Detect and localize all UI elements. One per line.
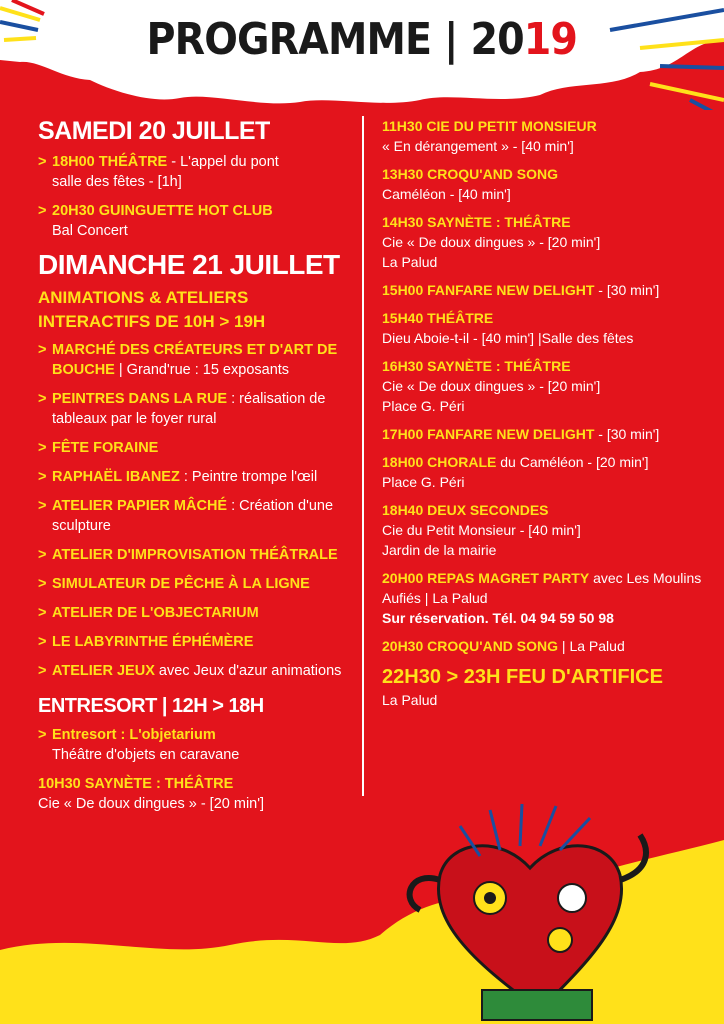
section-heading-animations: ANIMATIONS & ATELIERS INTERACTIFS DE 10H > 19H — [38, 288, 266, 331]
schedule-entry: 14H30 SAYNÈTE : THÉÂTRE Cie « De doux dingues » - [20 min'] La Palud — [382, 214, 601, 270]
arrow-icon: > — [38, 634, 47, 650]
schedule-entry: 15H00 FANFARE NEW DELIGHT - [30 min'] — [382, 282, 660, 298]
list-item: > SIMULATEUR DE PÊCHE À LA LIGNE — [38, 576, 310, 592]
arrow-icon: > — [38, 576, 47, 592]
arrow-icon: > — [38, 547, 47, 563]
saynete-entry: 10H30 SAYNÈTE : THÉÂTRE Cie « De doux dingues » - [20 min'] — [38, 776, 265, 812]
arrow-icon: > — [38, 469, 47, 485]
list-item: > FÊTE FORAINE — [38, 440, 159, 456]
arrow-icon: > — [38, 663, 47, 679]
heart-character-icon — [410, 804, 646, 1020]
left-column — [38, 116, 353, 823]
arrow-icon: > — [38, 440, 47, 456]
arrow-icon: > — [38, 154, 47, 170]
list-item: > ATELIER D'IMPROVISATION THÉÂTRALE — [38, 547, 338, 563]
arrow-icon: > — [38, 203, 47, 219]
schedule-entry: 18H40 DEUX SECONDES Cie du Petit Monsieur - [40 min'] Jardin de la mairie — [382, 502, 581, 558]
schedule-entry: 17H00 FANFARE NEW DELIGHT - [30 min'] — [382, 426, 660, 442]
day-heading-samedi: SAMEDI 20 JUILLET — [38, 117, 270, 145]
schedule-entry: 13H30 CROQU'AND SONG Caméléon - [40 min'] — [382, 166, 559, 202]
section-heading-entresort: ENTRESORT | 12H > 18H — [38, 695, 264, 717]
arrow-icon: > — [38, 605, 47, 621]
schedule-entry-repas: 20H00 REPAS MAGRET PARTY avec Les Moulins Aufiés | La Palud Sur réservation. Tél. 04 94 59 50 98 — [382, 570, 702, 626]
list-item: > ATELIER PAPIER MÂCHÉ : Création d'une sculpture — [38, 498, 334, 534]
list-item: > ATELIER DE L'OBJECTARIUM — [38, 605, 259, 621]
list-item: > MARCHÉ DES CRÉATEURS ET D'ART DE BOUCHE | Grand'rue : 15 exposants — [38, 342, 338, 378]
list-item: > 20H30 GUINGUETTE HOT CLUB Bal Concert — [38, 203, 273, 239]
arrow-icon: > — [38, 391, 47, 407]
page-title: PROGRAMME | 2019 — [146, 14, 578, 65]
list-item: > 18H00 THÉÂTRE - L'appel du pont salle des fêtes - [1h] — [38, 154, 279, 190]
finale-heading: 22H30 > 23H FEU D'ARTIFICE — [382, 666, 663, 688]
arrow-icon: > — [38, 727, 47, 743]
list-item: > LE LABYRINTHE ÉPHÉMÈRE — [38, 634, 254, 650]
finale-place: La Palud — [382, 692, 438, 708]
list-item: > Entresort : L'objetarium Théâtre d'objets en caravane — [38, 727, 240, 763]
list-item: > RAPHAËL IBANEZ : Peintre trompe l'œil — [38, 469, 318, 485]
schedule-entry: 18H00 CHORALE du Caméléon - [20 min'] Place G. Péri — [382, 454, 649, 490]
schedule-entry-croq: 20H30 CROQU'AND SONG | La Palud — [382, 638, 625, 654]
arrow-icon: > — [38, 342, 47, 358]
day-heading-dimanche: DIMANCHE 21 JUILLET — [38, 249, 340, 280]
right-column — [382, 116, 702, 718]
schedule-entry: 11H30 CIE DU PETIT MONSIEUR « En dérangement » - [40 min'] — [382, 118, 597, 154]
list-item: > ATELIER JEUX avec Jeux d'azur animations — [38, 663, 342, 679]
yellow-wave-shape — [0, 840, 724, 1024]
column-divider — [362, 116, 364, 796]
schedule-entry: 15H40 THÉÂTRE Dieu Aboie-t-il - [40 min'] |Salle des fêtes — [382, 310, 634, 346]
list-item: > PEINTRES DANS LA RUE : réalisation de tableaux par le foyer rural — [38, 391, 326, 427]
schedule-entry: 16H30 SAYNÈTE : THÉÂTRE Cie « De doux dingues » - [20 min'] Place G. Péri — [382, 358, 601, 414]
arrow-icon: > — [38, 498, 47, 514]
